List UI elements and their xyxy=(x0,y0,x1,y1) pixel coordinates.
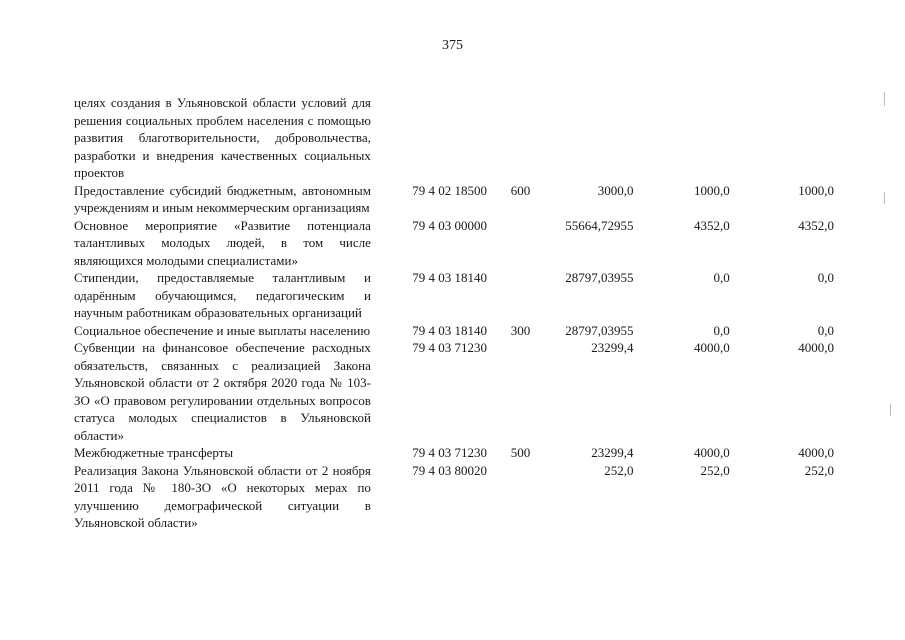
table-row xyxy=(74,444,834,462)
row-amount-year-2: 0,0 xyxy=(713,322,730,338)
row-amount-year-1: 23299,4 xyxy=(591,340,634,355)
row-target-code: 79 4 03 00000 xyxy=(412,217,487,233)
row-amount-year-1: 28797,03955 xyxy=(565,322,634,338)
scan-artifact xyxy=(884,192,885,204)
table-row xyxy=(74,94,834,182)
row-amount-year-2: 4000,0 xyxy=(694,445,730,460)
table-row xyxy=(74,217,834,270)
row-description: Реализация Закона Ульяновской области от 2 ноября 2011 года № 180-ЗО «О некоторых мерах по улучшению демографической ситуации в Ульяновской области» xyxy=(74,462,371,530)
row-description: Предоставление субсидий бюджетным, автономным учреждениям и иным некоммерческим организациям xyxy=(74,182,371,215)
row-amount-year-1: 252,0 xyxy=(604,462,634,478)
row-target-code: 79 4 03 18140 xyxy=(412,322,487,338)
row-amount-year-2: 4352,0 xyxy=(694,217,730,233)
row-amount-year-3: 0,0 xyxy=(817,270,835,285)
row-amount-year-1: 28797,03955 xyxy=(565,270,634,285)
row-expense-type: 500 xyxy=(510,445,531,460)
row-amount-year-2: 1000,0 xyxy=(694,182,730,198)
row-amount-year-2: 4000,0 xyxy=(694,340,730,355)
page-number: 375 xyxy=(442,38,463,53)
row-amount-year-3: 4000,0 xyxy=(798,445,835,460)
row-target-code: 79 4 03 71230 xyxy=(412,340,487,355)
row-expense-type: 600 xyxy=(510,182,531,198)
row-target-code: 79 4 03 71230 xyxy=(412,445,487,460)
row-description: целях создания в Ульяновской области условий для решения социальных проблем населения с помощью развития благотворительности, добровольчества, разработки и внедрения качественных социальных проектов xyxy=(74,95,371,180)
row-description: Межбюджетные трансферты xyxy=(74,445,234,460)
row-description: Основное мероприятие «Развитие потенциала талантливых молодых людей, в том числе являющихся молодыми специалистами» xyxy=(74,217,371,268)
row-amount-year-3: 0,0 xyxy=(817,322,835,338)
row-amount-year-1: 3000,0 xyxy=(597,182,634,198)
row-description: Стипендии, предоставляемые талантливым и одарённым обучающимся, педагогическим и научным работникам образовательных организаций xyxy=(74,270,371,320)
row-amount-year-2: 252,0 xyxy=(700,462,730,478)
row-target-code: 79 4 03 80020 xyxy=(412,462,487,478)
scan-artifact xyxy=(884,92,885,106)
scan-artifact xyxy=(890,404,891,416)
row-amount-year-3: 4352,0 xyxy=(798,217,835,233)
table-row xyxy=(74,182,834,217)
table-row xyxy=(74,462,834,532)
row-description: Социальное обеспечение и иные выплаты населению xyxy=(74,322,371,338)
row-amount-year-1: 55664,72955 xyxy=(565,217,634,233)
row-amount-year-1: 23299,4 xyxy=(591,445,634,460)
row-target-code: 79 4 03 18140 xyxy=(412,270,487,285)
table-row xyxy=(74,339,834,444)
row-amount-year-3: 1000,0 xyxy=(798,182,835,198)
row-amount-year-2: 0,0 xyxy=(713,270,730,285)
row-amount-year-3: 4000,0 xyxy=(798,340,835,355)
row-target-code: 79 4 02 18500 xyxy=(412,182,487,198)
row-expense-type: 300 xyxy=(510,322,531,338)
row-description: Субвенции на финансовое обеспечение расходных обязательств, связанных с реализацией Закона Ульяновской области от 2 октября 2020 года № 103-ЗО «О правовом регулировании отдельных вопросов статуса молодых специалистов в Ульяновской области» xyxy=(74,340,371,443)
table-row xyxy=(74,269,834,322)
row-amount-year-3: 252,0 xyxy=(804,462,835,478)
budget-table xyxy=(74,94,834,532)
table-row xyxy=(74,322,834,340)
